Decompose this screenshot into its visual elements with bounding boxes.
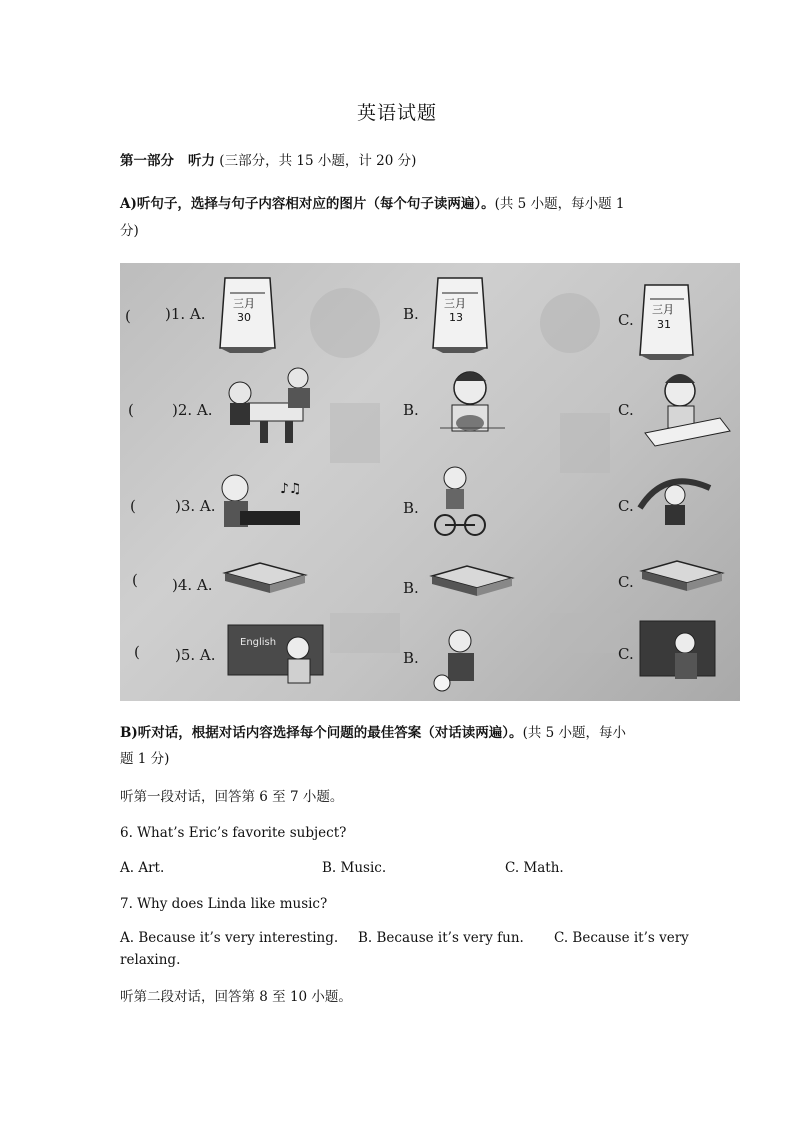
sectionA-instruction <box>120 193 624 215</box>
row4-paren: ( <box>132 571 138 589</box>
row5-number: )5. A. <box>175 646 216 664</box>
part1-sub: 听力 <box>188 153 215 169</box>
row2-writing-illustration <box>645 374 730 446</box>
sectionB-info: (共 5 小题，每小 <box>522 725 627 741</box>
row2-option-c: C. <box>618 401 634 419</box>
row2-option-b: B. <box>403 401 419 419</box>
calendar-a-month: 三月 <box>233 297 255 310</box>
q6-option-b: B. Music. <box>322 860 387 876</box>
question-7: 7. Why does Linda like music? <box>120 896 328 912</box>
row5-english-teacher-illustration <box>228 625 323 683</box>
dialog2-intro: 听第二段对话，回答第 8 至 10 小题。 <box>120 989 352 1005</box>
row4-book-a <box>225 563 305 593</box>
part1-heading <box>120 150 416 172</box>
sectionA-text: A)听句子，选择与句子内容相对应的图片（每个句子读两遍）。 <box>120 196 495 212</box>
row3-option-b: B. <box>403 499 419 517</box>
calendar-b-month: 三月 <box>444 297 466 310</box>
q7-option-b: B. Because it’s very fun. <box>358 930 524 946</box>
sectionB-info-cont: 题 1 分) <box>120 751 170 767</box>
row5-paren: ( <box>134 643 140 661</box>
sectionA-info: (共 5 小题，每小题 1 <box>494 196 625 212</box>
row4-book-b <box>432 566 512 596</box>
picture-svg <box>120 263 740 701</box>
calendar-c-month: 三月 <box>652 303 674 316</box>
q7-option-c-cont: relaxing. <box>120 952 181 968</box>
calendar-c-day: 31 <box>657 318 671 331</box>
row3-bike-illustration <box>435 467 485 535</box>
part1-info: (三部分，共 15 小题，计 20 分) <box>219 153 417 169</box>
svg-text:♪♫: ♪♫ <box>280 481 302 497</box>
calendar-b-day: 13 <box>449 311 463 324</box>
row5-soccer-illustration <box>434 630 474 691</box>
part1-label: 第一部分 <box>120 153 174 169</box>
calendar-a-day: 30 <box>237 311 251 324</box>
row3-dance-illustration <box>640 481 710 525</box>
row5-option-b: B. <box>403 649 419 667</box>
row4-option-c: C. <box>618 573 634 591</box>
dialog1-intro: 听第一段对话，回答第 6 至 7 小题。 <box>120 789 344 805</box>
row2-paren: ( <box>128 401 134 419</box>
row2-number: )2. A. <box>172 401 213 419</box>
listening-picture-photo <box>120 263 740 701</box>
board-a-text: English <box>240 637 277 648</box>
row1-option-b: B. <box>403 305 419 323</box>
q7-option-a: A. Because it’s very interesting. <box>120 930 339 946</box>
row3-piano-illustration <box>222 475 302 527</box>
sectionB-instruction <box>120 722 626 744</box>
page-title: 英语试题 <box>356 102 437 124</box>
q6-option-a: A. Art. <box>120 860 165 876</box>
row4-number: )4. A. <box>172 576 213 594</box>
row2-chess-illustration <box>229 368 310 443</box>
row5-option-c: C. <box>618 645 634 663</box>
row1-paren: ( <box>125 307 131 325</box>
row4-book-c <box>642 561 722 591</box>
sectionA-info-cont: 分) <box>120 223 139 239</box>
row3-paren: ( <box>130 497 136 515</box>
row3-option-c: C. <box>618 497 634 515</box>
question-6: 6. What’s Eric’s favorite subject? <box>120 825 347 841</box>
row1-number: )1. A. <box>165 305 206 323</box>
row5-teacher-board-illustration <box>640 621 715 679</box>
row2-eating-illustration <box>440 372 505 431</box>
row3-number: )3. A. <box>175 497 216 515</box>
sectionB-text: B)听对话，根据对话内容选择每个问题的最佳答案（对话读两遍）。 <box>120 725 523 741</box>
q6-option-c: C. Math. <box>505 860 564 876</box>
q7-option-c: C. Because it’s very <box>554 930 689 946</box>
row4-option-b: B. <box>403 579 419 597</box>
row1-option-c: C. <box>618 311 634 329</box>
